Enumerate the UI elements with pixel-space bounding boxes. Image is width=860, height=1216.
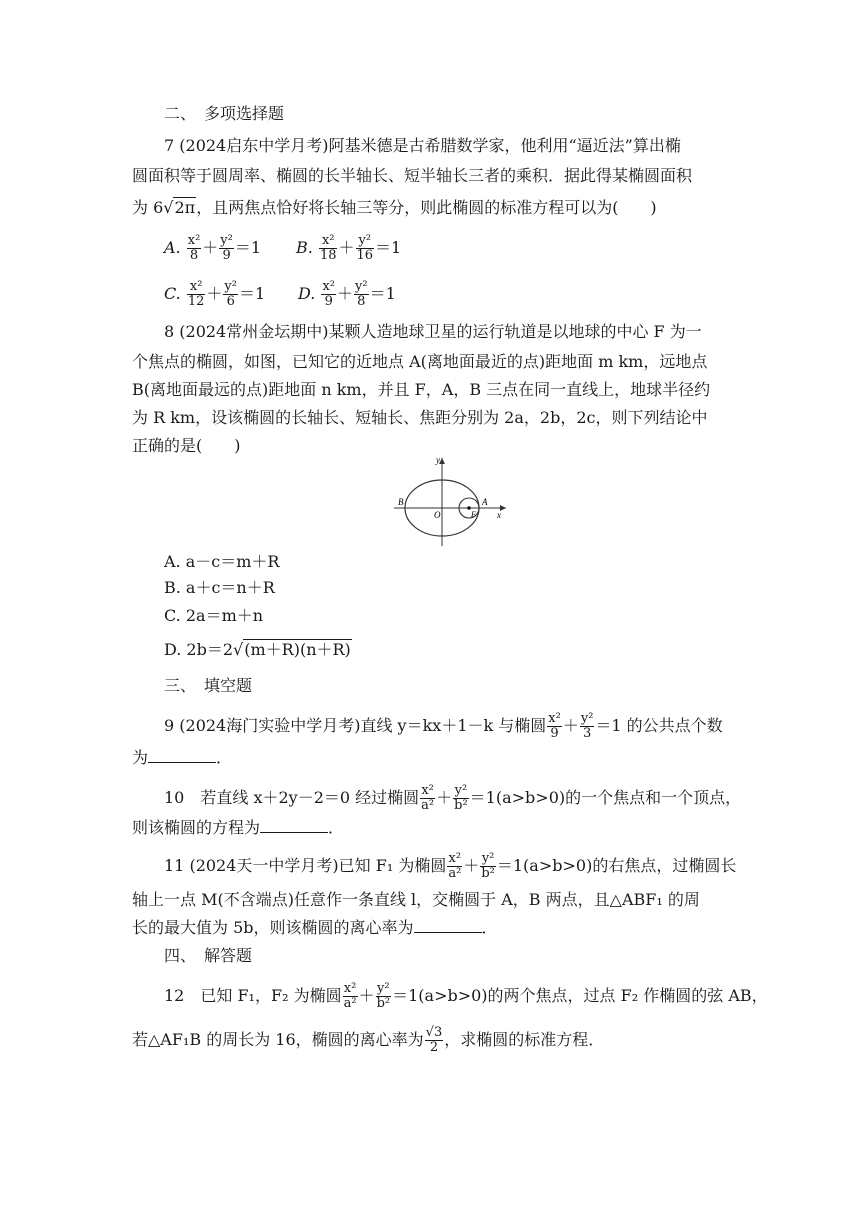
denominator: 8 xyxy=(357,294,366,309)
fraction xyxy=(480,852,496,881)
section-heading-answer: 四、 解答题 xyxy=(164,946,253,965)
answer-blank[interactable] xyxy=(260,818,328,833)
q8-option-b[interactable]: B. a＋c＝n＋R xyxy=(164,578,275,597)
numerator: y² xyxy=(356,234,375,249)
label-y: y xyxy=(436,455,440,465)
q12-text-end: ＝1(a>b>0)的两个焦点，过点 F₂ 作椭圆的弦 AB， xyxy=(392,986,768,1005)
option-label: C. xyxy=(164,284,181,303)
option-label: D. xyxy=(298,284,316,303)
numerator: y² xyxy=(481,851,495,866)
answer-blank[interactable] xyxy=(414,918,482,933)
label-x: x xyxy=(497,510,501,520)
denominator: a² xyxy=(448,866,462,881)
denominator: 18 xyxy=(319,248,337,263)
q7-option-d[interactable]: D. $\frac{\text{x²}}{9}$ ＋ $\frac{\text{y²}}{8}$ ＝1 xyxy=(298,279,396,309)
q12-line-2-end: ，求椭圆的标准方程． xyxy=(444,1030,605,1049)
q10-text-start: 10 若直线 x＋2y－2＝0 经过椭圆 xyxy=(164,788,420,807)
q8-line-1: 8 (2024常州金坛期中)某颗人造地球卫星的运行轨道是以地球的中心 F 为一 xyxy=(164,322,702,341)
denominator: 9 xyxy=(550,726,559,741)
numerator: √3 xyxy=(425,1025,443,1040)
numerator: y² xyxy=(377,981,390,996)
denominator: b² xyxy=(376,996,391,1011)
denominator: b² xyxy=(481,866,495,881)
q10-line-2-text: 则该椭圆的方程为 xyxy=(132,818,261,837)
fraction xyxy=(376,982,392,1011)
period: ． xyxy=(216,748,233,767)
q7-option-b[interactable]: B. $\frac{\text{x²}}{18}$ ＋ $\frac{\text{y²}}{16}$ ＝1 xyxy=(296,233,402,263)
q11-text-end: ＝1(a>b>0)的右焦点，过椭圆长 xyxy=(496,856,737,875)
numerator: x² xyxy=(548,711,561,726)
fraction xyxy=(447,852,462,881)
q9-text-start: 9 (2024海门实验中学月考)直线 y＝kx＋1－k 与椭圆 xyxy=(164,716,547,735)
fraction xyxy=(187,234,202,263)
numerator: y² xyxy=(224,279,237,294)
q7-line-2: 圆面积等于圆周率、椭圆的长半轴长、短半轴长三者的乘积．据此得某椭圆面积 xyxy=(132,166,693,185)
answer-blank[interactable] xyxy=(148,748,216,763)
q8-option-d-radicand: (m＋R)(n＋R) xyxy=(244,640,351,659)
numerator: x² xyxy=(421,783,434,798)
fraction xyxy=(223,280,238,309)
fraction xyxy=(580,712,595,741)
fraction xyxy=(547,712,562,741)
q12-line-2 xyxy=(132,1026,604,1055)
fraction xyxy=(187,280,206,309)
denominator: 8 xyxy=(189,248,199,263)
plus-sign: ＋ xyxy=(358,986,375,1005)
denominator: 3 xyxy=(582,726,592,741)
label-a: A xyxy=(482,497,488,507)
numerator: y² xyxy=(220,233,233,248)
section-heading-fill-blank: 三、 填空题 xyxy=(164,676,253,695)
q11-line-3 xyxy=(132,918,498,938)
numerator: y² xyxy=(454,783,468,798)
q8-line-2: 个焦点的椭圆，如图，已知它的近地点 A(离地面最近的点)距地面 m km，远地点 xyxy=(132,352,708,371)
numerator: x² xyxy=(448,851,462,866)
option-label: A. xyxy=(164,238,181,257)
plus-sign: ＋ xyxy=(436,788,453,807)
sqrt-symbol: √ xyxy=(233,640,244,659)
numerator: x² xyxy=(187,233,201,248)
plus-sign: ＋ xyxy=(463,856,480,875)
fraction xyxy=(356,234,375,263)
equation-rhs: ＝1 xyxy=(369,284,396,303)
q11-line-2: 轴上一点 M(不含端点)任意作一条直线 l，交椭圆于 A，B 两点，且△ABF₁ 的周 xyxy=(132,890,700,909)
denominator: a² xyxy=(421,798,435,813)
label-o: O xyxy=(434,510,441,520)
denominator: 9 xyxy=(222,248,231,263)
eccentricity-fraction xyxy=(425,1026,444,1055)
q8-option-a[interactable]: A. a－c＝m＋R xyxy=(164,552,280,571)
q7-option-c[interactable]: C. $\frac{\text{x²}}{12}$ ＋ $\frac{\text{y²}}{6}$ ＝1 xyxy=(164,279,266,309)
numerator: x² xyxy=(343,981,357,996)
q7-line-3-start: 为 6 xyxy=(132,198,164,217)
q9-line-1 xyxy=(164,712,723,741)
q8-option-d-start: D. 2b＝2 xyxy=(164,640,234,659)
q7-line-3 xyxy=(132,198,657,218)
fraction xyxy=(343,982,358,1011)
q10-text-end: ＝1(a>b>0)的一个焦点和一个顶点， xyxy=(469,788,742,807)
q11-text-start: 11 (2024天一中学月考)已知 F₁ 为椭圆 xyxy=(164,856,447,875)
denominator: 16 xyxy=(356,248,374,263)
denominator: b² xyxy=(454,798,468,813)
q8-line-3: B(离地面最远的点)距地面 n km，并且 F，A，B 三点在同一直线上，地球半径约 xyxy=(132,380,711,399)
label-f: F xyxy=(471,510,476,519)
fraction xyxy=(321,280,336,309)
fraction xyxy=(354,280,369,309)
q9-text-end: ＝1 的公共点个数 xyxy=(595,716,723,735)
q9-line-2-text: 为 xyxy=(132,748,149,767)
period: ． xyxy=(328,818,345,837)
q11-line-3-text: 长的最大值为 5b，则该椭圆的离心率为 xyxy=(132,918,414,937)
fraction xyxy=(453,784,469,813)
q10-line-2 xyxy=(132,818,344,838)
q9-line-2 xyxy=(132,748,232,768)
q8-line-5: 正确的是( ) xyxy=(132,436,241,455)
numerator: y² xyxy=(355,279,368,294)
equation-rhs: ＝1 xyxy=(238,284,266,303)
denominator: 9 xyxy=(324,294,333,309)
fraction xyxy=(420,784,435,813)
equation-rhs: ＝1 xyxy=(375,238,402,257)
option-label: B. xyxy=(296,238,313,257)
q8-option-c[interactable]: C. 2a＝m＋n xyxy=(164,606,264,625)
numerator: x² xyxy=(319,234,338,249)
q10-line-1 xyxy=(164,784,741,813)
fraction xyxy=(319,234,338,263)
q11-line-1 xyxy=(164,852,736,881)
numerator: y² xyxy=(580,711,594,726)
denominator: 6 xyxy=(226,294,235,309)
q7-radicand: 2π xyxy=(174,198,196,217)
q8-option-d[interactable] xyxy=(164,640,352,660)
section-heading-multiple-choice: 二、 多项选择题 xyxy=(164,104,285,123)
q7-line-1: 7 (2024启东中学月考)阿基米德是古希腊数学家，他利用“逼近法”算出椭 xyxy=(164,136,681,155)
denominator: a² xyxy=(343,996,357,1011)
period: ． xyxy=(481,918,498,937)
q12-line-1 xyxy=(164,982,768,1011)
equation-rhs: ＝1 xyxy=(234,238,262,257)
numerator: x² xyxy=(187,280,206,295)
q12-line-2-text: 若△AF₁B 的周长为 16，椭圆的离心率为 xyxy=(132,1030,424,1049)
denominator: 2 xyxy=(429,1040,439,1055)
denominator: 12 xyxy=(187,294,205,309)
q7-option-a[interactable]: A. $\frac{\text{x²}}{8}$ ＋ $\frac{\text{y²}}{9}$ ＝1 xyxy=(164,233,262,263)
q12-text-start: 12 已知 F₁，F₂ 为椭圆 xyxy=(164,986,342,1005)
label-b: B xyxy=(398,497,404,507)
plus-sign: ＋ xyxy=(562,716,579,735)
fraction xyxy=(219,234,234,263)
orbit-ellipse-figure xyxy=(392,454,510,548)
q7-line-3-end: ，且两焦点恰好将长轴三等分，则此椭圆的标准方程可以为( ) xyxy=(196,198,657,217)
numerator: x² xyxy=(322,279,335,294)
sqrt-symbol: √ xyxy=(163,198,174,217)
q8-line-4: 为 R km，设该椭圆的长轴长、短轴长、焦距分别为 2a，2b，2c，则下列结论中 xyxy=(132,408,708,427)
